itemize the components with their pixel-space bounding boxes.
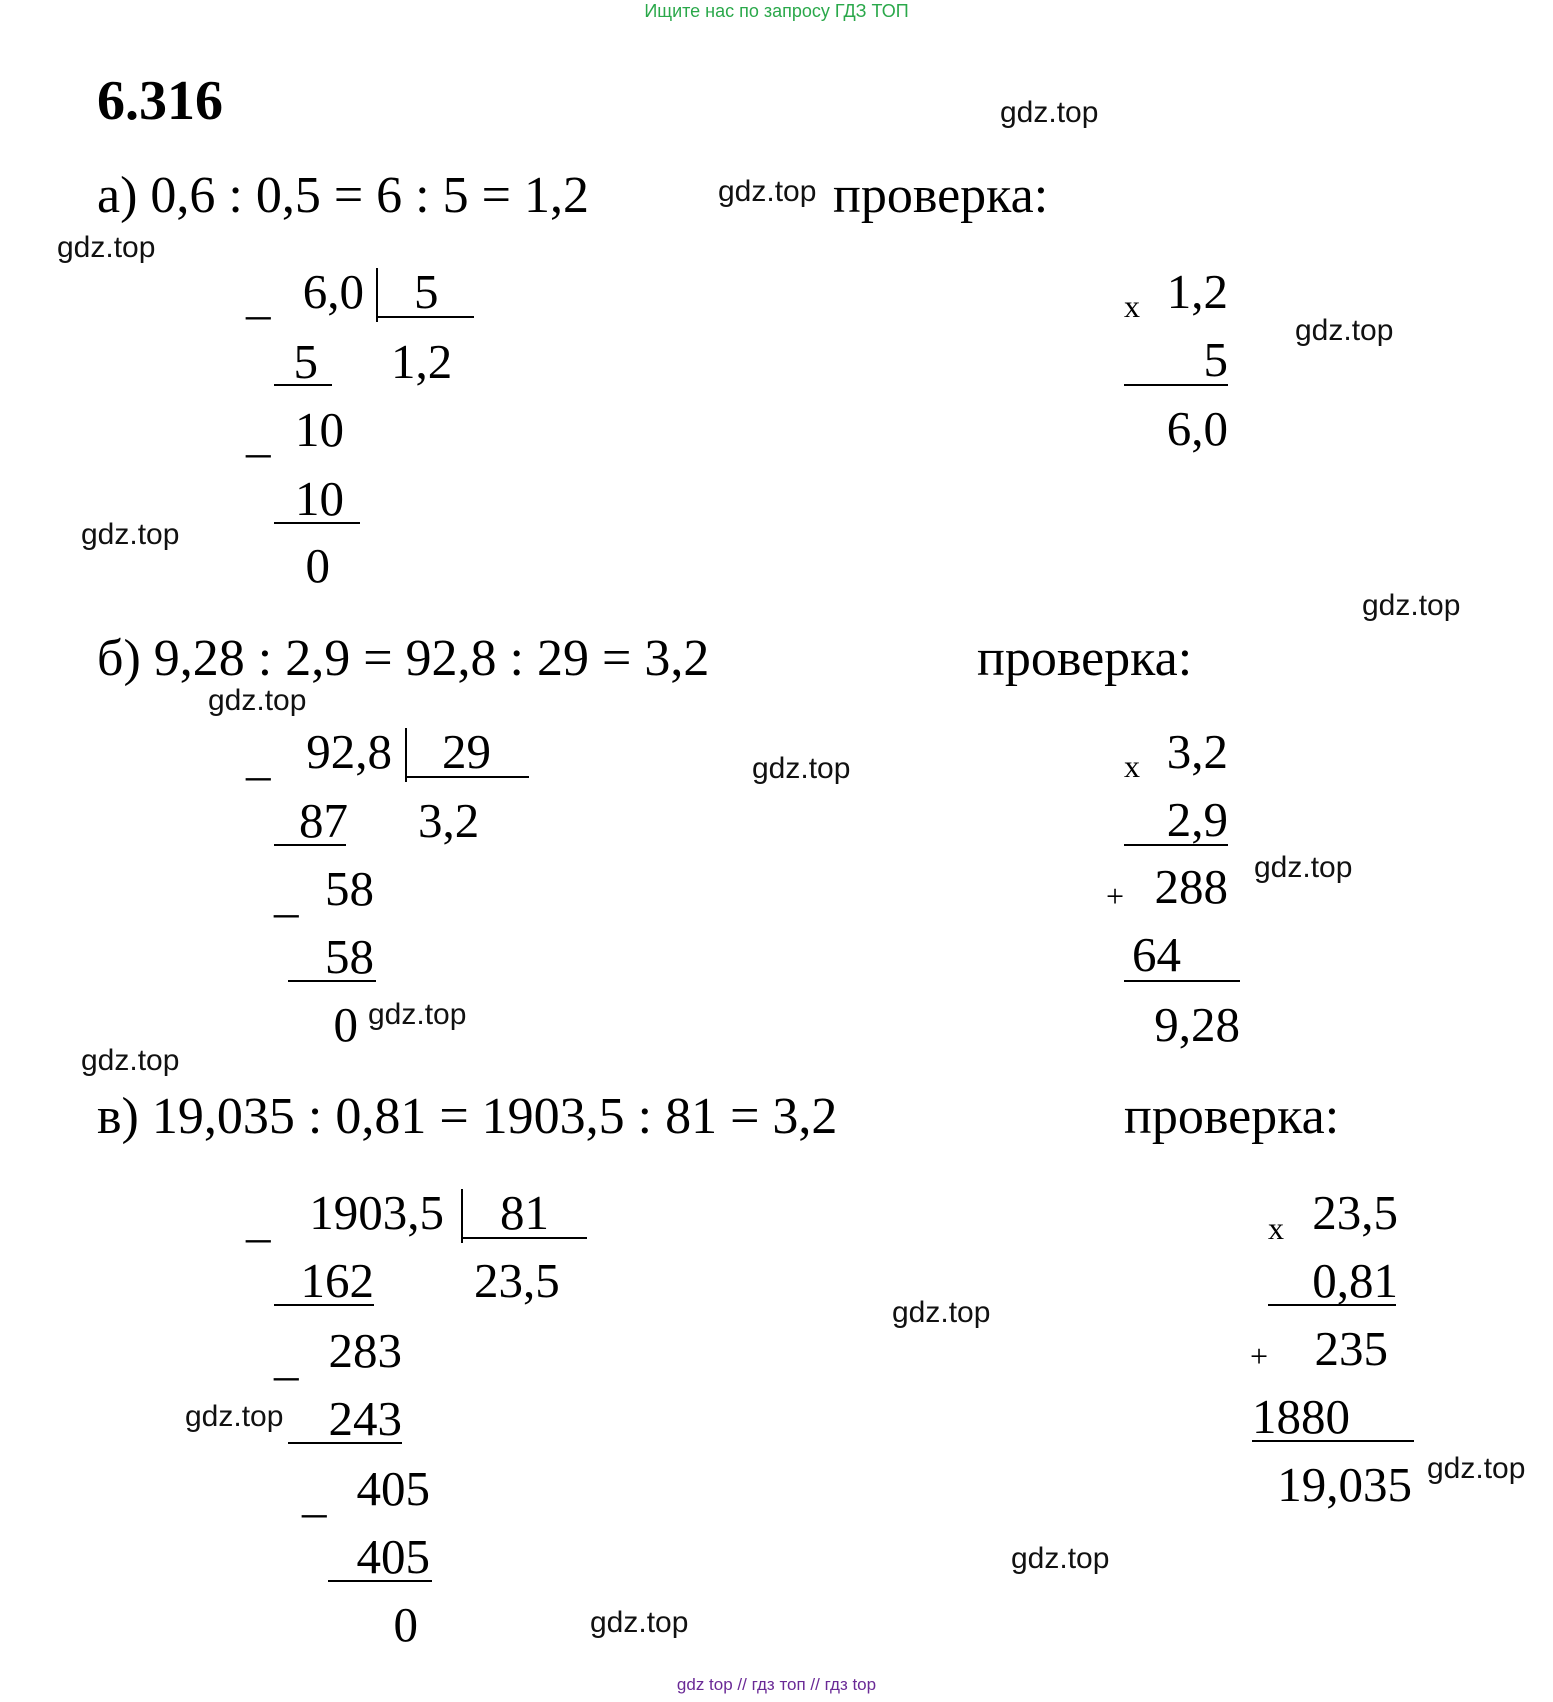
division-b-divisor: 29: [442, 724, 491, 779]
watermark: gdz.top: [81, 518, 180, 551]
division-c-step: 405: [356, 1461, 430, 1516]
watermark: gdz.top: [368, 998, 467, 1031]
multiply-b-factor: 2,9: [1166, 792, 1228, 847]
watermark: gdz.top: [57, 231, 156, 264]
multiply-b-rule: [1124, 980, 1240, 982]
division-c-minus: _: [274, 1330, 299, 1385]
watermark: gdz.top: [185, 1400, 284, 1433]
division-b-step: 58: [325, 861, 374, 916]
watermark: gdz.top: [1362, 589, 1461, 622]
watermark: gdz.top: [208, 684, 307, 717]
footer-links[interactable]: gdz top // гдз топ // гдз top: [676, 1675, 877, 1694]
problem-number: 6.316: [97, 70, 223, 132]
multiply-c-result: 19,035: [1277, 1457, 1412, 1512]
multiply-c-times-sign: х: [1268, 1210, 1284, 1246]
division-a-step: 10: [295, 402, 344, 457]
watermark: gdz.top: [1000, 96, 1099, 129]
watermark: gdz.top: [81, 1044, 180, 1077]
division-c-rule: [328, 1580, 432, 1582]
division-a-dividend: 6,0: [302, 264, 364, 319]
multiply-b-rule: [1124, 844, 1228, 846]
division-c-minus: _: [302, 1467, 327, 1522]
division-a-quotient: 1,2: [391, 334, 453, 389]
division-c-step: 283: [328, 1323, 402, 1378]
equation-a: а) 0,6 : 0,5 = 6 : 5 = 1,2: [97, 167, 589, 224]
division-b-step: 58: [325, 929, 374, 984]
multiply-b-plus-sign: +: [1106, 878, 1125, 914]
division-b-quotient: 3,2: [418, 793, 480, 848]
multiply-a-factor: 5: [1203, 332, 1228, 387]
multiply-c-partial: 235: [1314, 1321, 1388, 1376]
division-a-bracket: [376, 268, 378, 322]
division-b-dividend: 92,8: [306, 724, 392, 779]
equation-b: б) 9,28 : 2,9 = 92,8 : 29 = 3,2: [97, 630, 710, 687]
multiply-a-result: 6,0: [1166, 401, 1228, 456]
watermark: gdz.top: [1254, 851, 1353, 884]
division-a-minus: _: [246, 407, 271, 462]
check-label-b: проверка:: [977, 630, 1193, 687]
multiply-b-factor: 3,2: [1166, 724, 1228, 779]
multiply-a-times-sign: х: [1124, 288, 1140, 324]
division-c-remainder: 0: [393, 1597, 418, 1652]
division-b-remainder: 0: [333, 997, 358, 1052]
division-c-minus: _: [246, 1192, 271, 1247]
multiply-b-times-sign: х: [1124, 748, 1140, 784]
multiply-c-factor: 23,5: [1312, 1185, 1398, 1240]
division-a-divisor: 5: [414, 264, 439, 319]
equation-c: в) 19,035 : 0,81 = 1903,5 : 81 = 3,2: [97, 1088, 838, 1145]
division-c-bracket: [461, 1189, 463, 1243]
division-a-step: 10: [295, 471, 344, 526]
division-b-minus: _: [274, 867, 299, 922]
multiply-c-factor: 0,81: [1312, 1253, 1398, 1308]
multiply-c-rule: [1252, 1440, 1414, 1442]
multiply-b-partial: 64: [1132, 927, 1181, 982]
multiply-b-partial: 288: [1154, 859, 1228, 914]
watermark: gdz.top: [1295, 314, 1394, 347]
multiply-c-rule: [1268, 1304, 1396, 1306]
watermark: gdz.top: [752, 752, 851, 785]
division-a-rule: [274, 384, 332, 386]
watermark: gdz.top: [1427, 1452, 1526, 1485]
division-c-rule: [288, 1442, 402, 1444]
multiply-a-rule: [1124, 384, 1228, 386]
division-b-rule: [274, 844, 346, 846]
multiply-c-partial: 1880: [1252, 1389, 1350, 1444]
multiply-b-result: 9,28: [1154, 997, 1240, 1052]
division-c-divisor: 81: [500, 1185, 549, 1240]
division-c-rule: [274, 1304, 374, 1306]
watermark: gdz.top: [718, 175, 817, 208]
division-b-rule: [288, 980, 376, 982]
division-c-quotient: 23,5: [474, 1253, 560, 1308]
division-a-rule: [274, 522, 360, 524]
division-b-bracket: [405, 728, 407, 782]
division-b-step: 87: [299, 793, 348, 848]
division-c-dividend: 1903,5: [309, 1185, 444, 1240]
division-a-remainder: 0: [305, 538, 330, 593]
top-banner[interactable]: Ищите нас по запросу ГДЗ ТОП: [644, 1, 909, 21]
division-a-minus: _: [246, 269, 271, 324]
check-label-c: проверка:: [1124, 1088, 1340, 1145]
multiply-a-factor: 1,2: [1166, 264, 1228, 319]
division-c-step: 243: [328, 1391, 402, 1446]
watermark: gdz.top: [892, 1296, 991, 1329]
check-label-a: проверка:: [833, 167, 1049, 224]
watermark: gdz.top: [1011, 1542, 1110, 1575]
watermark: gdz.top: [590, 1606, 689, 1639]
division-a-step: 5: [293, 334, 318, 389]
multiply-c-plus-sign: +: [1250, 1338, 1269, 1374]
division-c-step: 405: [356, 1529, 430, 1584]
division-b-minus: _: [246, 730, 271, 785]
division-c-step: 162: [300, 1253, 374, 1308]
